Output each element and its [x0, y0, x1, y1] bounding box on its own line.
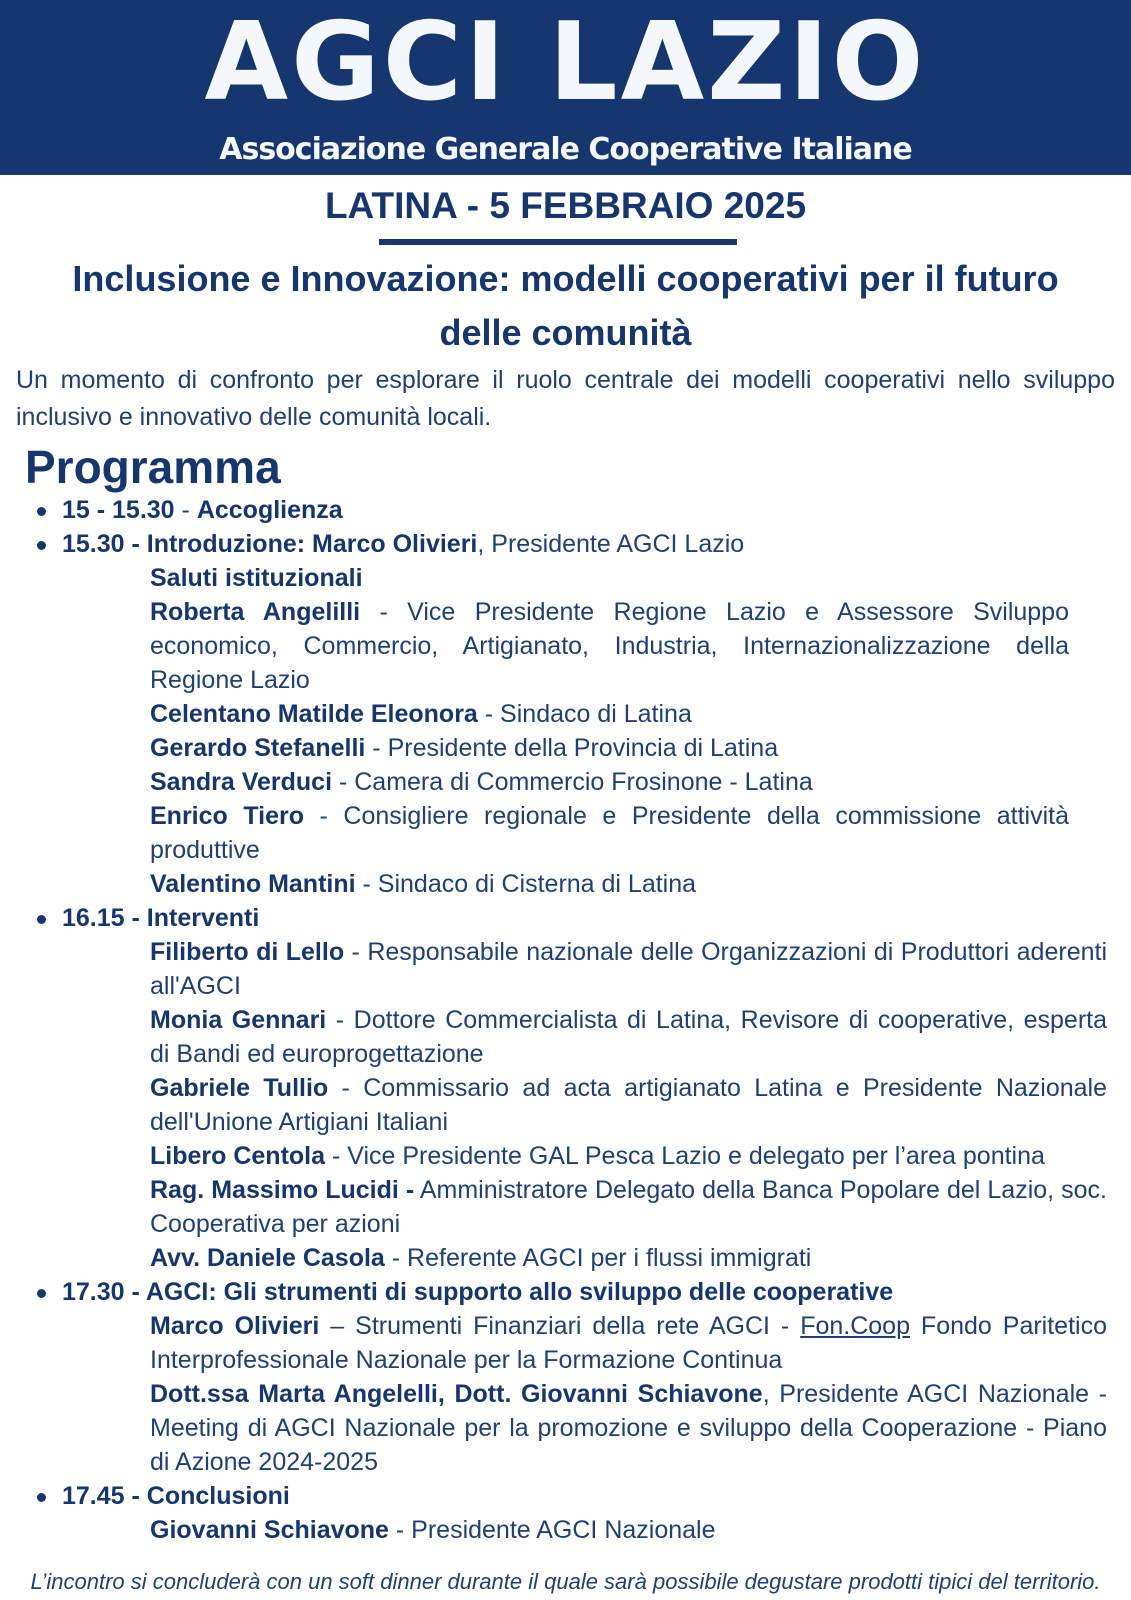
speaker-role: – Strumenti Finanziari della rete AGCI -	[319, 1312, 801, 1340]
speaker-name: Roberta Angelilli	[150, 598, 361, 626]
slot-title: 17.45 - Conclusioni	[62, 1482, 290, 1510]
bullet-icon	[37, 507, 46, 516]
speaker-entry	[0, 867, 1131, 901]
speaker-entry	[0, 1071, 1131, 1139]
date-divider	[379, 239, 737, 245]
speaker-role: - Presidente della Provincia di Latina	[365, 734, 779, 762]
program-slot	[0, 1479, 1131, 1547]
slot-heading	[0, 1275, 1131, 1309]
speaker-role-continued: Fondo Paritetico Interprofessionale Nazionale per la Formazione Continua	[150, 1312, 1107, 1374]
saluti-heading: Saluti istituzionali	[150, 564, 363, 592]
speaker-name: Marco Olivieri	[150, 1312, 320, 1340]
speaker-entry	[0, 1513, 1131, 1547]
bullet-icon	[37, 915, 46, 924]
speaker-role: - Referente AGCI per i flussi immigrati	[384, 1244, 812, 1272]
slot-title: Accoglienza	[196, 496, 343, 524]
org-subtitle: Associazione Generale Cooperative Italiane	[219, 132, 912, 167]
speaker-name: Gerardo Stefanelli	[150, 734, 366, 762]
slot-time: 15 - 15.30	[62, 496, 175, 524]
slot-title: 16.15 - Interventi	[62, 904, 260, 932]
slot-heading	[0, 901, 1131, 935]
event-title: Inclusione e Innovazione: modelli cooperativi per il futuro delle comunità	[72, 258, 1059, 353]
speaker-entry	[0, 1309, 1131, 1377]
speaker-name: Avv. Daniele Casola	[150, 1244, 385, 1272]
speaker-role: , Presidente AGCI Nazionale - Meeting di AGCI Nazionale per la promozione e sviluppo della Cooperazione - Piano di Azione 2024-2025	[150, 1380, 1108, 1476]
slot-heading	[0, 493, 1131, 527]
speaker-role: - Sindaco di Latina	[477, 700, 692, 728]
speaker-role: - Consigliere regionale e Presidente della commissione attività produttive	[150, 802, 1069, 864]
speaker-entry	[0, 935, 1131, 1003]
speaker-role: - Vice Presidente GAL Pesca Lazio e delegato per l’area pontina	[325, 1142, 1045, 1170]
speaker-entry	[0, 1377, 1131, 1479]
program-list	[0, 493, 1131, 1547]
program-slot	[0, 1275, 1131, 1479]
header-banner	[0, 0, 1131, 175]
slot-heading	[0, 1479, 1131, 1513]
speaker-name: Monia Gennari	[150, 1006, 327, 1034]
speaker-name: Celentano Matilde Eleonora	[150, 700, 478, 728]
slot-title: 17.30 - AGCI: Gli strumenti di supporto allo sviluppo delle cooperative	[62, 1278, 894, 1306]
slot-heading	[0, 527, 1131, 561]
fon-coop-link[interactable]: Fon.Coop	[800, 1312, 910, 1340]
speaker-entry	[0, 1003, 1131, 1071]
program-slot	[0, 901, 1131, 1275]
bullet-icon	[37, 1493, 46, 1502]
footer-note: L’incontro si concluderà con un soft dinner durante il quale sarà possibile degustare prodotti tipici del territorio.	[30, 1569, 1101, 1594]
bullet-icon	[37, 541, 46, 550]
bullet-icon	[37, 1289, 46, 1298]
speaker-entry	[0, 595, 1131, 697]
programma-heading: Programma	[25, 441, 281, 493]
speaker-entry	[0, 1173, 1131, 1241]
speaker-role: - Responsabile nazionale delle Organizzazioni di Produttori aderenti all'AGCI	[150, 938, 1107, 1000]
speaker-entry	[0, 731, 1131, 765]
program-slot	[0, 527, 1131, 901]
speaker-name: Libero Centola	[150, 1142, 326, 1170]
program-slot	[0, 493, 1131, 527]
speaker-role: - Presidente AGCI Nazionale	[388, 1516, 716, 1544]
speaker-name: Valentino Mantini	[150, 870, 356, 898]
speaker-entry	[0, 697, 1131, 731]
speaker-name: Gabriele Tullio	[150, 1074, 329, 1102]
speaker-name: Dott.ssa Marta Angelelli, Dott. Giovanni Schiavone	[150, 1380, 763, 1408]
slot-separator: -	[174, 496, 197, 524]
speaker-entry	[0, 1139, 1131, 1173]
speaker-role: - Camera di Commercio Frosinone - Latina	[332, 768, 813, 796]
event-intro: Un momento di confronto per esplorare il ruolo centrale dei modelli cooperativi nello sviluppo inclusivo e innovativo delle comunità locali.	[16, 366, 1115, 431]
slot-title: 15.30 - Introduzione: Marco Olivieri	[62, 530, 478, 558]
speaker-role: - Dottore Commercialista di Latina, Revisore di cooperative, esperta di Bandi ed europrogettazione	[150, 1006, 1107, 1068]
org-title: AGCI LAZIO	[204, 0, 927, 125]
speaker-entry	[0, 765, 1131, 799]
speaker-role: - Commissario ad acta artigianato Latina e Presidente Nazionale dell'Unione Artigiani Italiani	[150, 1074, 1108, 1136]
speaker-name: Sandra Verduci	[150, 768, 333, 796]
speaker-name: Filiberto di Lello	[150, 938, 345, 966]
speaker-role: - Sindaco di Cisterna di Latina	[355, 870, 697, 898]
speaker-name: Enrico Tiero	[150, 802, 305, 830]
speaker-entry	[0, 1241, 1131, 1275]
speaker-name: Rag. Massimo Lucidi -	[150, 1176, 415, 1204]
speaker-name: Giovanni Schiavone	[150, 1516, 389, 1544]
speaker-role: Amministratore Delegato della Banca Popolare del Lazio, soc. Cooperativa per azioni	[150, 1176, 1107, 1238]
speaker-role: - Vice Presidente Regione Lazio e Assessore Sviluppo economico, Commercio, Artigianato, Industria, Internazionalizzazione della Regione Lazio	[150, 598, 1069, 694]
slot-title-detail: , Presidente AGCI Lazio	[477, 530, 745, 558]
speaker-entry	[0, 799, 1131, 867]
event-date: LATINA - 5 FEBBRAIO 2025	[324, 185, 807, 226]
